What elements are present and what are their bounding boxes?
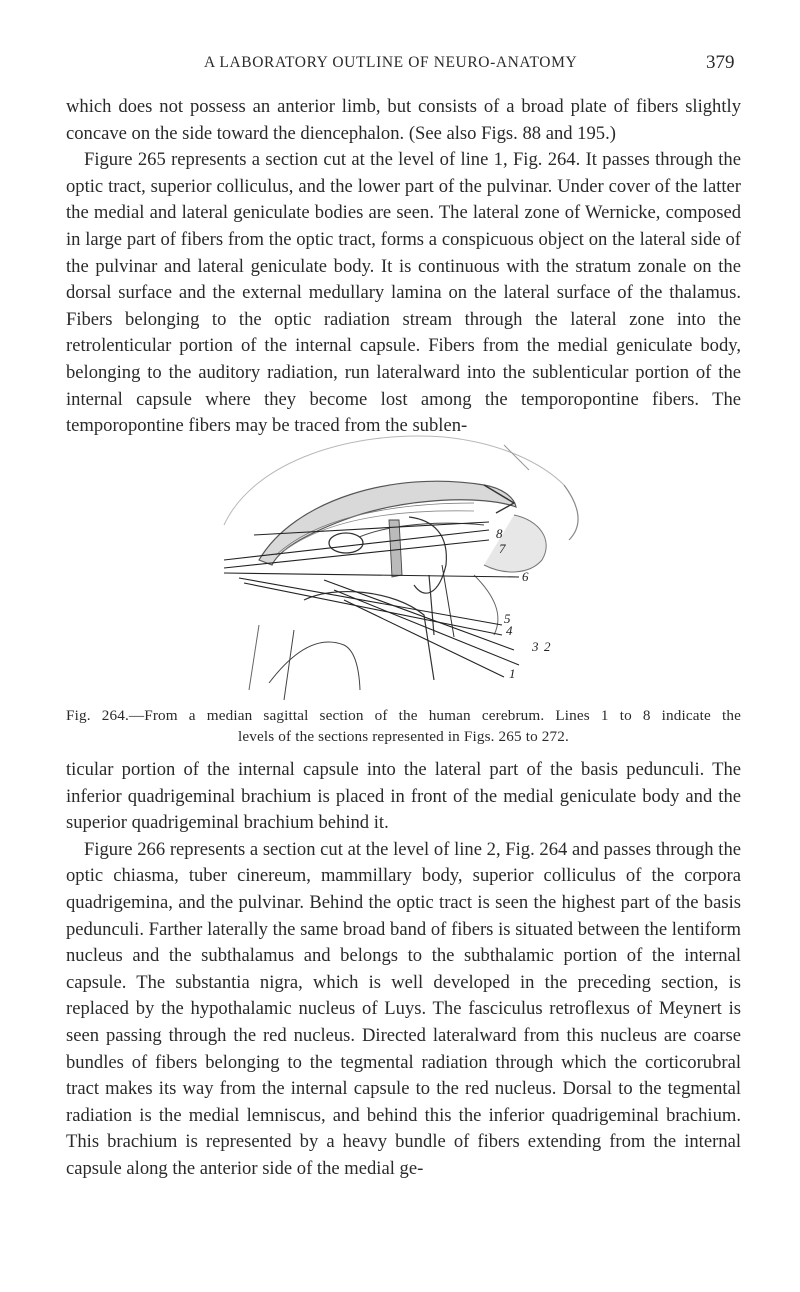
line-label-2: 2 xyxy=(544,639,551,654)
line-label-1: 1 xyxy=(509,666,516,681)
line-label-7: 7 xyxy=(499,541,506,556)
line-label-3: 3 xyxy=(532,639,539,654)
body-text-bottom xyxy=(66,757,741,1183)
paragraph-continued: which does not possess an anterior limb, but consists of a broad plate of fibers slightly concave on the side toward the diencephalon. (See also Figs. 88 and 195.) xyxy=(66,96,741,144)
line-label-4: 4 xyxy=(506,623,513,638)
running-head xyxy=(0,52,800,82)
paragraph-continued-sublenticular: ticular portion of the internal capsule into the lateral part of the basis pedunculi. The inferior quadrigeminal brachium is placed in front of the medial geniculate body and the superior quadrigeminal brachium behind it. xyxy=(66,759,741,834)
paragraph-figure-266: Figure 266 represents a section cut at the level of line 2, Fig. 264 and passes through the optic chiasma, tuber cinereum, mammillary body, superior colliculus of the corpora quadrigemina, and the pulvinar. Behind the optic tract is seen the highest part of the basis pedunculi. Farther laterally the same broad band of fibers is situated between the lentiform nucleus and the subthalamus and belongs to the subthalamic portion of the internal capsule. The substantia nigra, which is well developed in the preceding section, is replaced by the hypothalamic nucleus of Luys. The fasciculus retroflexus of Meynert is seen passing through the red nucleus. Directed lateralward from this nucleus are coarse bundles of fibers belonging to the tegmental radiation through which the corticorubral tract makes its way from the internal capsule to the red nucleus. Dorsal to the tegmental radiation is the medial lemniscus, and behind this the inferior quadrigeminal brachium. This brachium is represented by a heavy bundle of fibers extending from the internal capsule along the anterior side of the medial ge- xyxy=(66,838,741,1179)
running-title: A LABORATORY OUTLINE OF NEURO-ANATOMY xyxy=(204,54,578,71)
caption-line-1: Fig. 264.—From a median sagittal section of the human cerebrum. Lines 1 to 8 indicate the xyxy=(66,707,741,724)
caption-line-2: levels of the sections represented in Figs. 265 to 272. xyxy=(238,728,569,745)
figure-264-illustration xyxy=(184,425,604,703)
figure-caption xyxy=(66,705,741,747)
page-number: 379 xyxy=(706,52,735,73)
paragraph-figure-265: Figure 265 represents a section cut at the level of line 1, Fig. 264. It passes through the optic tract, superior colliculus, and the lower part of the pulvinar. Under cover of the latter the medial and lateral geniculate bodies are seen. The lateral zone of Wernicke, composed in large part of fibers from the optic tract, forms a conspicuous object on the lateral side of the pulvinar and lateral geniculate body. It is continuous with the stratum zonale on the dorsal surface and the external medullary lamina on the lateral surface of the thalamus. Fibers belonging to the optic radiation stream through the lateral zone into the retrolenticular portion of the internal capsule. Fibers from the medial geniculate body, belonging to the auditory radiation, run lateralward into the sublenticular portion of the internal capsule where they become lost among the temporopontine fibers. The temporopontine fibers may be traced from the sublen- xyxy=(66,149,741,437)
line-label-6: 6 xyxy=(522,569,529,584)
body-text-top xyxy=(66,94,741,440)
line-label-5: 5 xyxy=(504,611,511,626)
median-sagittal-section-drawing xyxy=(184,425,604,703)
line-label-8: 8 xyxy=(496,526,503,541)
